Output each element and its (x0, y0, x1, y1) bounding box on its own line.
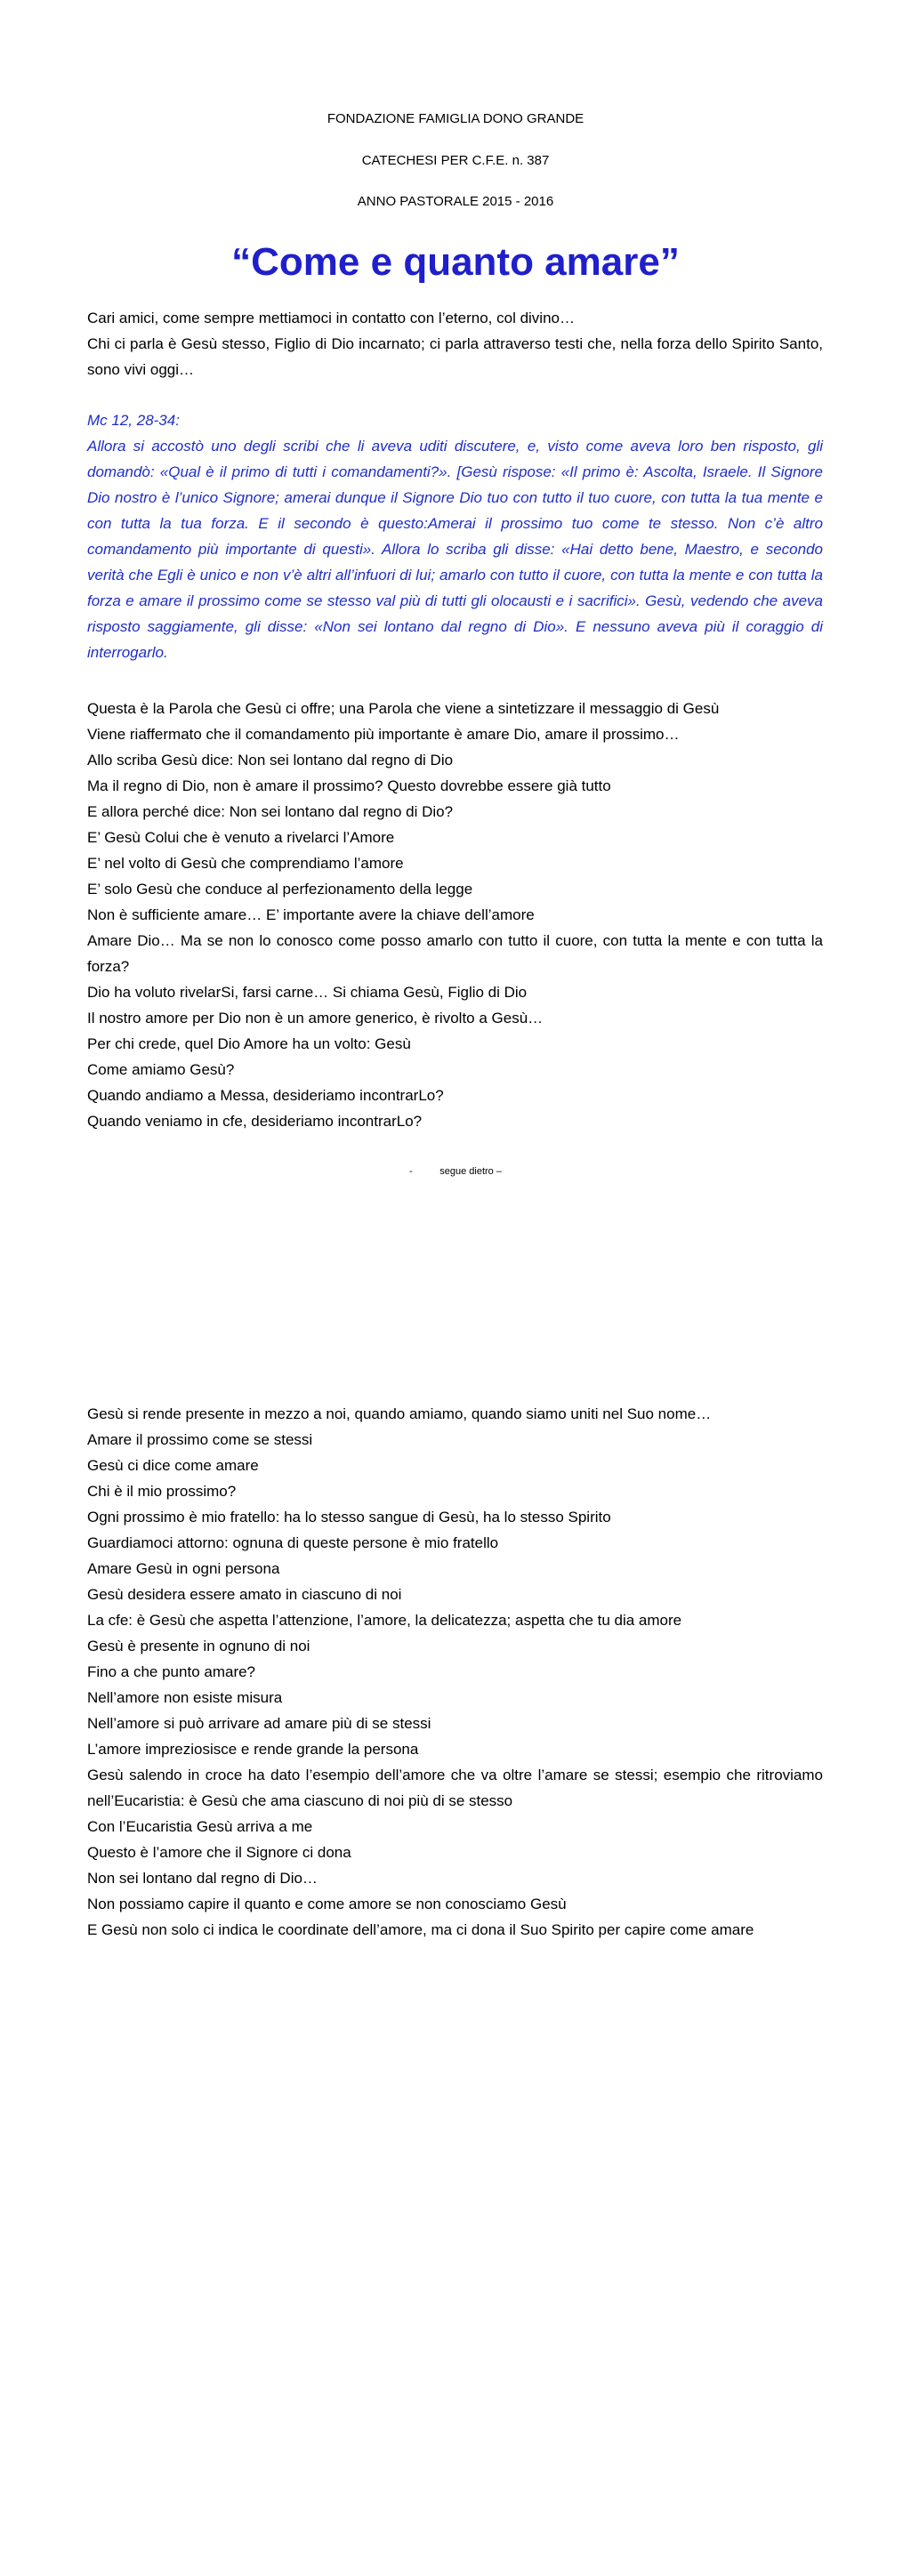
reflection-line: Non possiamo capire il quanto e come amore se non conosciamo Gesù (87, 1896, 567, 1912)
reflection-line: Gesù si rende presente in mezzo a noi, quando amiamo, quando siamo uniti nel Suo nome… (87, 1405, 712, 1422)
reflection-line: Amare il prossimo come se stessi (87, 1431, 313, 1448)
reflection-line: Guardiamoci attorno: ognuna di queste persone è mio fratello (87, 1534, 499, 1551)
reflection-line: Quando veniamo in cfe, desideriamo incontrarLo? (87, 1113, 423, 1130)
reflection-line: Ma il regno di Dio, non è amare il prossimo? Questo dovrebbe essere già tutto (87, 777, 611, 794)
bible-passage (87, 407, 823, 665)
reflection-part-1 (87, 696, 823, 1134)
header-pastoral-year: ANNO PASTORALE 2015 - 2016 (357, 194, 554, 209)
reflection-line: Gesù salendo in croce ha dato l’esempio dell’amore che va oltre l’amare se stessi; esempio che ritroviamo nell’Eucaristia: è Gesù che ama ciascuno di noi più di se stesso (87, 1767, 823, 1809)
reflection-line: E allora perché dice: Non sei lontano dal regno di Dio? (87, 803, 454, 820)
reflection-line: Fino a che punto amare? (87, 1663, 256, 1680)
header-catechesis-number: CATECHESI PER C.F.E. n. 387 (361, 153, 550, 168)
reflection-line: Questo è l’amore che il Signore ci dona (87, 1844, 351, 1861)
bible-text: Allora si accostò uno degli scribi che li aveva uditi discutere, e, visto come aveva loro ben risposto, gli domandò: «Qual è il primo di tutti i comandamenti?». [Gesù rispose: «Il primo è: Ascolta, Israele. Il Signore Dio nostro è l’unico Signore; amerai dunque il Signore Dio tuo con tutto il tuo cuore, con tutta la tua mente e con tutta la tua forza. E il secondo è questo:Amerai il prossimo tuo come te stesso. Non c’è altro comandamento più importante di questi». Allora lo scriba gli disse: «Hai detto bene, Maestro, e secondo verità che Egli è unico e non v’è altri all’infuori di lui; amarlo con tutto il cuore, con tutta la mente e con tutta la forza e amare il prossimo come se stesso val più di tutti gli olocausti e i sacrifici». Gesù, vedendo che aveva risposto saggiamente, gli disse: «Non sei lontano dal regno di Dio». E nessuno aveva più il coraggio di interrogarlo. (87, 438, 823, 661)
page-title: “Come e quanto amare” (231, 240, 680, 284)
reflection-part-2 (87, 1401, 823, 1943)
reflection-line: Gesù è presente in ognuno di noi (87, 1638, 310, 1654)
reflection-line: Come amiamo Gesù? (87, 1061, 235, 1078)
reflection-line: Gesù ci dice come amare (87, 1457, 259, 1474)
reflection-line: Dio ha voluto rivelarSi, farsi carne… Si chiama Gesù, Figlio di Dio (87, 984, 528, 1001)
reflection-line: Viene riaffermato che il comandamento più importante è amare Dio, amare il prossimo… (87, 726, 680, 743)
reflection-line: Nell’amore non esiste misura (87, 1689, 283, 1706)
continued-on-back-note: - segue dietro – (409, 1166, 502, 1177)
reflection-line: Non è sufficiente amare… E’ importante avere la chiave dell’amore (87, 906, 535, 923)
intro-paragraph (87, 305, 823, 382)
reflection-line: Gesù desidera essere amato in ciascuno di noi (87, 1586, 402, 1603)
reflection-line: Amare Dio… Ma se non lo conosco come posso amarlo con tutto il cuore, con tutta la mente e con tutta la forza? (87, 932, 823, 975)
reflection-line: Amare Gesù in ogni persona (87, 1560, 280, 1577)
reflection-line: Ogni prossimo è mio fratello: ha lo stesso sangue di Gesù, ha lo stesso Spirito (87, 1509, 611, 1525)
header-foundation: FONDAZIONE FAMIGLIA DONO GRANDE (327, 111, 584, 126)
reflection-line: Nell’amore si può arrivare ad amare più di se stessi (87, 1715, 431, 1732)
reflection-line: Quando andiamo a Messa, desideriamo incontrarLo? (87, 1087, 444, 1104)
reflection-line: Allo scriba Gesù dice: Non sei lontano dal regno di Dio (87, 752, 454, 769)
reflection-line: E’ solo Gesù che conduce al perfezionamento della legge (87, 881, 473, 898)
reflection-line: L’amore impreziosisce e rende grande la persona (87, 1741, 419, 1758)
reflection-line: La cfe: è Gesù che aspetta l’attenzione, l’amore, la delicatezza; aspetta che tu dia amore (87, 1612, 682, 1629)
reflection-line: Il nostro amore per Dio non è un amore generico, è rivolto a Gesù… (87, 1010, 544, 1026)
bible-reference: Mc 12, 28-34: (87, 412, 180, 429)
reflection-line: E Gesù non solo ci indica le coordinate dell’amore, ma ci dona il Suo Spirito per capire come amare (87, 1921, 754, 1938)
reflection-line: Questa è la Parola che Gesù ci offre; una Parola che viene a sintetizzare il messaggio di Gesù (87, 700, 720, 717)
reflection-line: Per chi crede, quel Dio Amore ha un volto: Gesù (87, 1035, 411, 1052)
reflection-line: E’ nel volto di Gesù che comprendiamo l’amore (87, 855, 404, 872)
reflection-line: Non sei lontano dal regno di Dio… (87, 1870, 318, 1887)
intro-line: Chi ci parla è Gesù stesso, Figlio di Dio incarnato; ci parla attraverso testi che, nella forza dello Spirito Santo, sono vivi oggi… (87, 335, 823, 378)
intro-line: Cari amici, come sempre mettiamoci in contatto con l’eterno, col divino… (87, 310, 575, 326)
reflection-line: Chi è il mio prossimo? (87, 1483, 237, 1500)
reflection-line: E’ Gesù Colui che è venuto a rivelarci l’Amore (87, 829, 395, 846)
reflection-line: Con l’Eucaristia Gesù arriva a me (87, 1818, 313, 1835)
